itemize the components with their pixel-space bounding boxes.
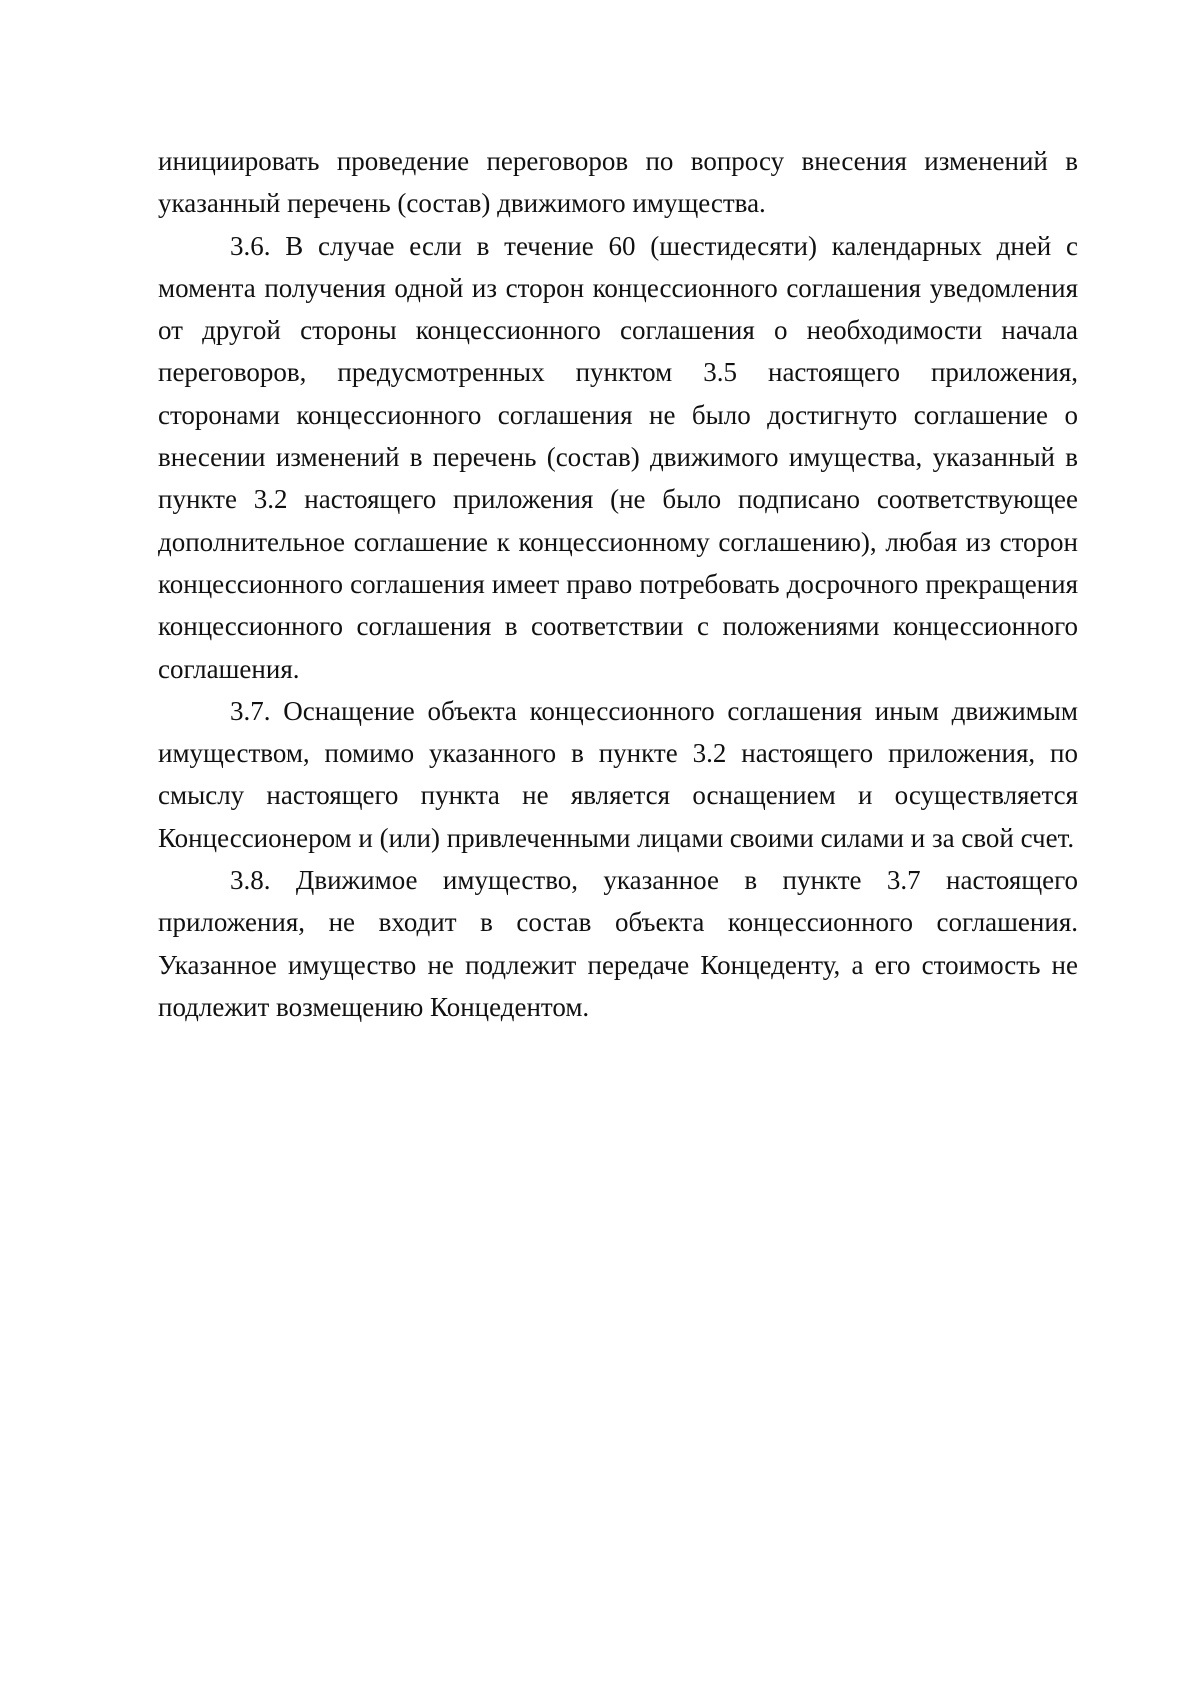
paragraph-clause-3-6: 3.6. В случае если в течение 60 (шестидесяти) календарных дней с момента получения одной из сторон концессионного соглашения уведомления от другой стороны концессионного соглашения о необходимости начала переговоров, предусмотренных пунктом 3.5 настоящего приложения, сторонами концессионного соглашения не было достигнуто соглашение о внесении изменений в перечень (состав) движимого имущества, указанный в пункте 3.2 настоящего приложения (не было подписано соответствующее дополнительное соглашение к концессионному соглашению), любая из сторон концессионного соглашения имеет право потребовать досрочного прекращения концессионного соглашения в соответствии с положениями концессионного соглашения. — [158, 230, 1078, 684]
paragraph-continuation: инициировать проведение переговоров по вопросу внесения изменений в указанный перечень (состав) движимого имущества. — [158, 146, 1078, 219]
paragraph-clause-3-7: 3.7. Оснащение объекта концессионного соглашения иным движимым имуществом, помимо указанного в пункте 3.2 настоящего приложения, по смыслу настоящего пункта не является оснащением и осуществляется Концессионером и (или) привлеченными лицами своими силами и за свой счет. — [158, 695, 1078, 853]
paragraph-clause-3-8: 3.8. Движимое имущество, указанное в пункте 3.7 настоящего приложения, не входит в состав объекта концессионного соглашения. Указанное имущество не подлежит передаче Концеденту, а его стоимость не подлежит возмещению Концедентом. — [158, 865, 1078, 1022]
document-body — [158, 140, 1078, 1028]
